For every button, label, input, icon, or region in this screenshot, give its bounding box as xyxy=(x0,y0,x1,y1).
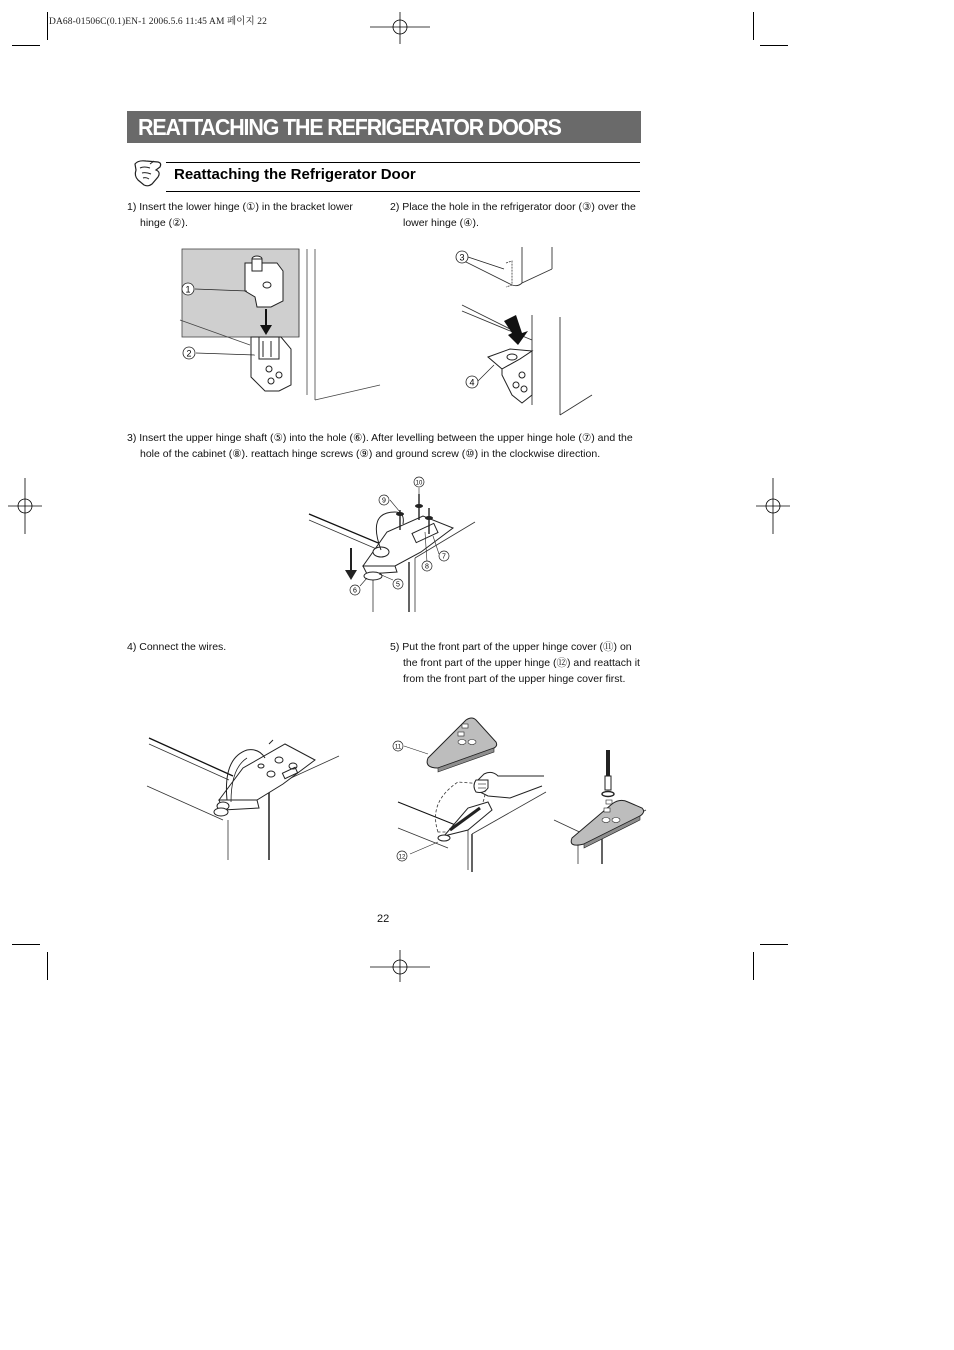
svg-text:11: 11 xyxy=(394,744,402,751)
crop-mark xyxy=(753,952,754,980)
crop-mark xyxy=(753,12,754,40)
crop-mark xyxy=(760,45,788,46)
figure-lower-hinge xyxy=(175,245,385,405)
svg-text:4: 4 xyxy=(469,377,475,388)
hand-note-icon xyxy=(132,158,164,188)
crop-mark xyxy=(12,45,40,46)
page-number: 22 xyxy=(377,913,390,925)
step-1-text: 1) Insert the lower hinge (①) in the bracket lower hinge (②). xyxy=(127,201,353,229)
step-4-text: 4) Connect the wires. xyxy=(127,641,227,653)
registration-mark-icon xyxy=(756,478,790,534)
registration-mark-icon xyxy=(370,950,430,984)
step-5-text: 5) Put the front part of the upper hinge cover (⑪) on the front part of the upper hinge (⑫) and reattach it from the front part of the upper hinge cover first. xyxy=(390,641,640,685)
crop-mark xyxy=(47,12,48,40)
svg-text:9: 9 xyxy=(382,497,386,505)
figure-hinge-cover xyxy=(388,712,650,872)
svg-text:10: 10 xyxy=(415,480,423,487)
svg-text:3: 3 xyxy=(459,252,465,263)
step-3-text: 3) Insert the upper hinge shaft (⑤) into the hole (⑥). After levelling between the upper hinge hole (⑦) and the hole of the cabinet (⑧). reattach hinge screws (⑨) and ground screw (⑩) in the clockwise direction. xyxy=(127,432,633,460)
figure-connect-wires xyxy=(143,728,343,863)
svg-text:1: 1 xyxy=(185,284,191,295)
svg-text:12: 12 xyxy=(398,854,406,861)
crop-mark xyxy=(47,952,48,980)
svg-text:2: 2 xyxy=(186,348,192,359)
print-header: DA68-01506C(0.1)EN-1 2006.5.6 11:45 AM 페이지 22 xyxy=(49,17,267,27)
svg-text:7: 7 xyxy=(442,553,446,561)
page-title: REATTACHING THE REFRIGERATOR DOORS xyxy=(138,114,561,140)
svg-text:8: 8 xyxy=(425,563,429,571)
section-subtitle: Reattaching the Refrigerator Door xyxy=(174,166,416,183)
registration-mark-icon xyxy=(8,478,42,534)
crop-mark xyxy=(760,944,788,945)
crop-mark xyxy=(12,944,40,945)
svg-text:6: 6 xyxy=(353,587,357,595)
divider xyxy=(166,162,640,163)
figure-door-over-hinge xyxy=(452,245,612,420)
title-banner xyxy=(127,111,641,143)
step-2-text: 2) Place the hole in the refrigerator door (③) over the lower hinge (④). xyxy=(390,201,636,229)
figure-upper-hinge xyxy=(305,472,480,617)
registration-mark-icon xyxy=(370,10,430,44)
divider xyxy=(166,191,640,192)
svg-text:5: 5 xyxy=(396,581,400,589)
